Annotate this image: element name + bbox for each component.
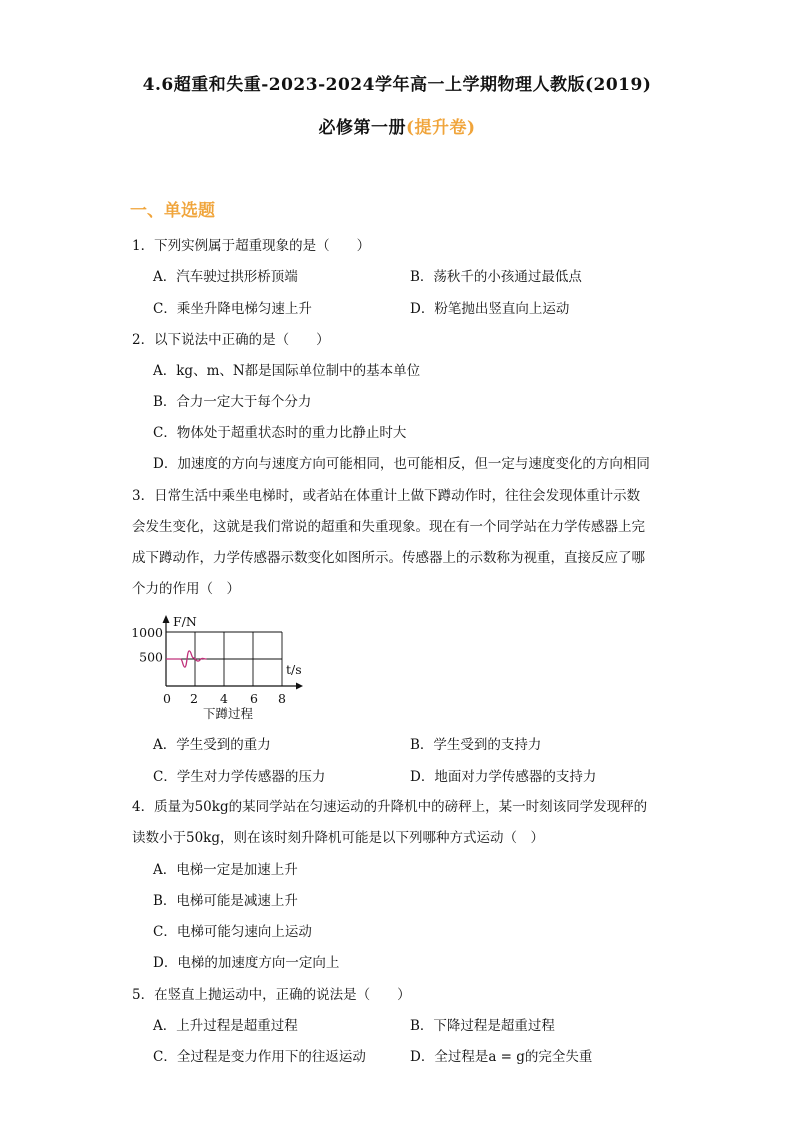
q1-option-d: D．粉笔抛出竖直向上运动 [410,301,570,317]
q5-option-a: A．上升过程是超重过程 [153,1018,298,1034]
q3-stem-line4: 个力的作用（ ） [132,581,240,597]
q2-option-d: D．加速度的方向与速度方向可能相同，也可能相反，但一定与速度变化的方向相同 [153,456,650,472]
section-heading: 一、单选题 [130,201,215,221]
y-tick-1000: 1000 [131,625,163,640]
x-tick-4: 4 [220,691,228,706]
q3-option-c: C．学生对力学传感器的压力 [153,769,326,785]
chart-grid [166,632,282,686]
x-axis-arrow-icon [296,683,303,690]
q1-option-a: A．汽车驶过拱形桥顶端 [153,269,298,285]
chart-caption: 下蹲过程 [202,706,254,720]
x-tick-8: 8 [278,691,286,706]
force-time-chart-svg [126,610,306,720]
q3-option-d: D．地面对力学传感器的支持力 [410,769,597,785]
q2-option-c: C．物体处于超重状态时的重力比静止时大 [153,425,407,441]
q5-option-c: C．全过程是变力作用下的往返运动 [153,1049,366,1065]
q4-stem-line1: 4．质量为50kg的某同学站在匀速运动的升降机中的磅秤上，某一时刻该同学发现秤的 [132,799,648,815]
q4-option-b: B．电梯可能是减速上升 [153,893,298,909]
q3-option-b: B．学生受到的支持力 [410,737,542,753]
q4-option-a: A．电梯一定是加速上升 [153,862,298,878]
q2-option-a: A．kg、m、N都是国际单位制中的基本单位 [153,363,421,379]
doc-title-line2 [0,113,794,138]
q3-option-a: A．学生受到的重力 [153,737,271,753]
q2-stem: 2．以下说法中正确的是（ ） [132,332,330,348]
q1-option-b: B．荡秋千的小孩通过最低点 [410,269,582,285]
q5-option-d: D．全过程是a = g的完全失重 [410,1049,593,1065]
q4-option-c: C．电梯可能匀速向上运动 [153,924,312,940]
q3-stem-line2: 会发生变化，这就是我们常说的超重和失重现象。现在有一个同学站在力学传感器上完 [132,519,645,535]
q1-stem: 1．下列实例属于超重现象的是（ ） [132,238,371,254]
doc-title-line1: 4.6超重和失重-2023-2024学年高一上学期物理人教版(2019) [142,75,652,95]
doc-title-book: 必修第一册 [318,118,406,138]
x-tick-0: 0 [163,691,171,706]
q4-option-d: D．电梯的加速度方向一定向上 [153,955,340,971]
q5-option-b: B．下降过程是超重过程 [410,1018,555,1034]
q3-stem-line3: 成下蹲动作，力学传感器示数变化如图所示。传感器上的示数称为视重，直接反应了哪 [132,550,645,566]
x-tick-2: 2 [190,691,198,706]
force-time-chart [126,610,306,720]
y-axis-arrow-icon [163,615,170,623]
q3-stem-line1: 3．日常生活中乘坐电梯时，或者站在体重计上做下蹲动作时，往往会发现体重计示数 [132,488,641,504]
q4-stem-line2: 读数小于50kg，则在该时刻升降机可能是以下列哪种方式运动（ ） [132,830,544,846]
x-axis-label: t/s [286,662,302,677]
doc-title-tag: (提升卷) [405,118,476,138]
q5-stem: 5．在竖直上抛运动中，正确的说法是（ ） [132,987,411,1003]
q2-option-b: B．合力一定大于每个分力 [153,394,312,410]
y-axis-label: F/N [173,614,197,629]
x-tick-6: 6 [250,691,258,706]
y-tick-500: 500 [139,649,163,665]
q1-option-c: C．乘坐升降电梯匀速上升 [153,301,312,317]
